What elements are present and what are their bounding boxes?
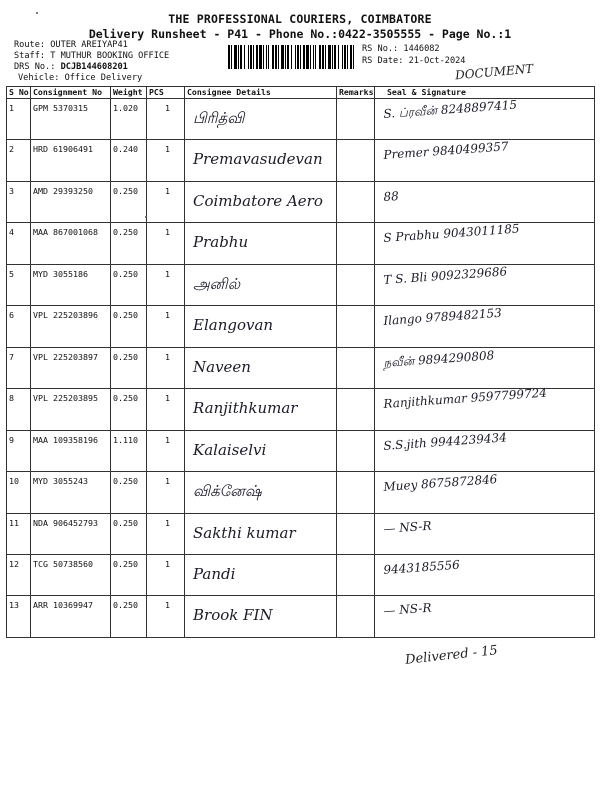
barcode <box>228 45 354 69</box>
handwritten-document-note: DOCUMENT <box>454 61 534 83</box>
row-signature-cell <box>375 554 595 595</box>
row-consignee-cell <box>185 513 337 554</box>
handwritten-signature: Muey 8675872846 <box>383 472 498 495</box>
route-label: Route: OUTER AREIYAP41 <box>14 40 128 50</box>
delivered-count-note: Delivered - 15 <box>404 643 499 668</box>
row-pcs-cell: 1 <box>147 99 185 140</box>
col-consignee: Consignee Details <box>185 87 337 99</box>
row-consignment-no-cell: TCG 50738560 <box>31 554 111 595</box>
handwritten-signature: S.S.jith 9944239434 <box>383 430 508 453</box>
row-consignment-no-cell: VPL 225203895 <box>31 389 111 430</box>
row-weight-cell: 1.020 <box>111 99 147 140</box>
handwritten-consignee: Brook FIN <box>193 606 273 625</box>
scan-speck <box>36 12 38 14</box>
handwritten-signature: Premer 9840499357 <box>383 139 509 163</box>
staff-label: Staff: T MUTHUR BOOKING OFFICE <box>14 51 170 61</box>
table-row <box>7 554 595 595</box>
row-consignee-cell <box>185 140 337 181</box>
handwritten-consignee: Elangovan <box>193 316 274 335</box>
row-weight-cell: 0.250 <box>111 223 147 264</box>
row-sno-cell: 7 <box>7 347 31 388</box>
table-row <box>7 513 595 554</box>
row-remarks-cell <box>337 596 375 638</box>
row-consignee-cell <box>185 181 337 222</box>
row-sno-cell: 2 <box>7 140 31 181</box>
row-remarks-cell <box>337 306 375 347</box>
row-signature-cell <box>375 306 595 347</box>
row-weight-cell: 0.250 <box>111 554 147 595</box>
row-pcs-cell: 1 <box>147 264 185 305</box>
row-signature-cell <box>375 140 595 181</box>
row-consignment-no-cell: MAA 109358196 <box>31 430 111 471</box>
drs-value: DCJB144608201 <box>60 62 128 72</box>
rs-number: RS No.: 1446082 <box>362 44 440 54</box>
row-consignment-no-cell: AMD 29393250 <box>31 181 111 222</box>
row-consignee-cell <box>185 347 337 388</box>
row-remarks-cell <box>337 347 375 388</box>
row-remarks-cell <box>337 140 375 181</box>
row-consignee-cell <box>185 99 337 140</box>
table-row <box>7 99 595 140</box>
row-consignment-no-cell: GPM 5370315 <box>31 99 111 140</box>
handwritten-signature: நவீன் 9894290808 <box>383 347 495 370</box>
row-signature-cell <box>375 513 595 554</box>
row-pcs-cell: 1 <box>147 223 185 264</box>
row-sno-cell: 3 <box>7 181 31 222</box>
row-sno-cell: 5 <box>7 264 31 305</box>
runsheet-subtitle: Delivery Runsheet - P41 - Phone No.:0422-3505555 - Page No.:1 <box>88 27 512 41</box>
handwritten-consignee: Kalaiselvi <box>193 440 267 459</box>
row-consignment-no-cell: ARR 10369947 <box>31 596 111 638</box>
row-signature-cell <box>375 430 595 471</box>
handwritten-signature: S Prabhu 9043011185 <box>383 221 520 246</box>
vehicle-label: Vehicle: Office Delivery <box>18 73 143 83</box>
handwritten-signature: — NS-R <box>383 518 432 536</box>
handwritten-signature: 9443185556 <box>383 557 461 577</box>
table-header-row <box>7 87 595 99</box>
handwritten-consignee: Premavasudevan <box>193 150 323 169</box>
handwritten-signature: T S. Bli 9092329686 <box>383 264 508 287</box>
row-consignee-cell <box>185 430 337 471</box>
handwritten-signature: 88 <box>383 188 400 204</box>
row-pcs-cell: 1 <box>147 347 185 388</box>
table-row <box>7 306 595 347</box>
table-row <box>7 347 595 388</box>
row-pcs-cell: 1 <box>147 596 185 638</box>
handwritten-consignee: Naveen <box>193 357 251 376</box>
row-pcs-cell: 1 <box>147 513 185 554</box>
row-signature-cell <box>375 472 595 513</box>
row-consignment-no-cell: NDA 906452793 <box>31 513 111 554</box>
row-sno-cell: 12 <box>7 554 31 595</box>
table-row <box>7 472 595 513</box>
row-sno-cell: 8 <box>7 389 31 430</box>
table-row <box>7 264 595 305</box>
row-consignment-no-cell: MYD 3055243 <box>31 472 111 513</box>
row-weight-cell: 0.250 <box>111 472 147 513</box>
row-signature-cell <box>375 264 595 305</box>
row-weight-cell: 0.240 <box>111 140 147 181</box>
row-weight-cell: 0.250 <box>111 264 147 305</box>
row-weight-cell: 0.250 <box>111 513 147 554</box>
row-consignment-no-cell: HRD 61906491 <box>31 140 111 181</box>
row-sno-cell: 11 <box>7 513 31 554</box>
row-weight-cell: 0.250 <box>111 306 147 347</box>
row-consignee-cell <box>185 389 337 430</box>
row-remarks-cell <box>337 430 375 471</box>
company-title: THE PROFESSIONAL COURIERS, COIMBATORE <box>168 12 432 26</box>
row-pcs-cell: 1 <box>147 554 185 595</box>
col-remarks: Remarks <box>337 87 375 99</box>
row-signature-cell <box>375 223 595 264</box>
row-consignment-no-cell: MAA 867001068 <box>31 223 111 264</box>
handwritten-signature: Ranjithkumar 9597799724 <box>383 385 548 412</box>
handwritten-consignee: Coimbatore Aero <box>193 191 323 210</box>
row-signature-cell <box>375 181 595 222</box>
row-weight-cell: 0.250 <box>111 181 147 222</box>
row-pcs-cell: 1 <box>147 140 185 181</box>
row-remarks-cell <box>337 554 375 595</box>
row-consignee-cell <box>185 472 337 513</box>
row-sno-cell: 4 <box>7 223 31 264</box>
handwritten-consignee: பிரித்வி <box>193 109 245 127</box>
row-weight-cell: 0.250 <box>111 389 147 430</box>
row-weight-cell: 0.250 <box>111 347 147 388</box>
row-pcs-cell: 1 <box>147 389 185 430</box>
handwritten-consignee: Prabhu <box>193 233 249 252</box>
row-sno-cell: 9 <box>7 430 31 471</box>
col-weight: Weight <box>111 87 147 99</box>
table-row <box>7 223 595 264</box>
row-pcs-cell: 1 <box>147 472 185 513</box>
handwritten-signature: Ilango 9789482153 <box>383 305 503 329</box>
col-sno: S No <box>7 87 31 99</box>
handwritten-consignee: Ranjithkumar <box>193 399 298 418</box>
row-weight-cell: 0.250 <box>111 596 147 638</box>
row-remarks-cell <box>337 264 375 305</box>
handwritten-consignee: Sakthi kumar <box>193 523 296 542</box>
row-consignee-cell <box>185 554 337 595</box>
handwritten-consignee: விக்னேஷ் <box>193 482 262 501</box>
drs-number <box>14 62 128 72</box>
row-weight-cell: 1.110 <box>111 430 147 471</box>
row-signature-cell <box>375 596 595 638</box>
drs-label: DRS No.: <box>14 62 56 72</box>
col-consignment: Consignment No <box>31 87 111 99</box>
row-consignee-cell <box>185 306 337 347</box>
row-consignee-cell <box>185 264 337 305</box>
scan-speck <box>145 216 147 218</box>
table-row <box>7 181 595 222</box>
row-sno-cell: 10 <box>7 472 31 513</box>
row-signature-cell <box>375 385 595 430</box>
runsheet-table <box>6 86 595 638</box>
row-consignment-no-cell: VPL 225203896 <box>31 306 111 347</box>
row-consignment-no-cell: MYD 3055186 <box>31 264 111 305</box>
row-consignee-cell <box>185 223 337 264</box>
handwritten-consignee: Pandi <box>193 564 236 583</box>
row-remarks-cell <box>337 472 375 513</box>
row-remarks-cell <box>337 181 375 222</box>
table-row <box>7 389 595 430</box>
row-consignment-no-cell: VPL 225203897 <box>31 347 111 388</box>
table-row <box>7 430 595 471</box>
handwritten-signature: S. ப்ரவீன் 8248897415 <box>383 97 518 121</box>
row-consignee-cell <box>185 596 337 638</box>
row-pcs-cell: 1 <box>147 181 185 222</box>
col-signature: Seal & Signature <box>375 87 595 99</box>
row-remarks-cell <box>337 99 375 140</box>
row-signature-cell <box>375 347 595 388</box>
row-sno-cell: 6 <box>7 306 31 347</box>
table-row <box>7 596 595 638</box>
row-pcs-cell: 1 <box>147 306 185 347</box>
handwritten-consignee: அனில் <box>193 274 241 293</box>
row-pcs-cell: 1 <box>147 430 185 471</box>
row-sno-cell: 1 <box>7 99 31 140</box>
col-pcs: PCS <box>147 87 185 99</box>
handwritten-signature: — NS-R <box>383 601 432 619</box>
row-remarks-cell <box>337 389 375 430</box>
row-sno-cell: 13 <box>7 596 31 638</box>
row-remarks-cell <box>337 223 375 264</box>
rs-date: RS Date: 21-Oct-2024 <box>362 56 466 66</box>
row-remarks-cell <box>337 513 375 554</box>
table-row <box>7 140 595 181</box>
row-signature-cell <box>375 99 595 140</box>
